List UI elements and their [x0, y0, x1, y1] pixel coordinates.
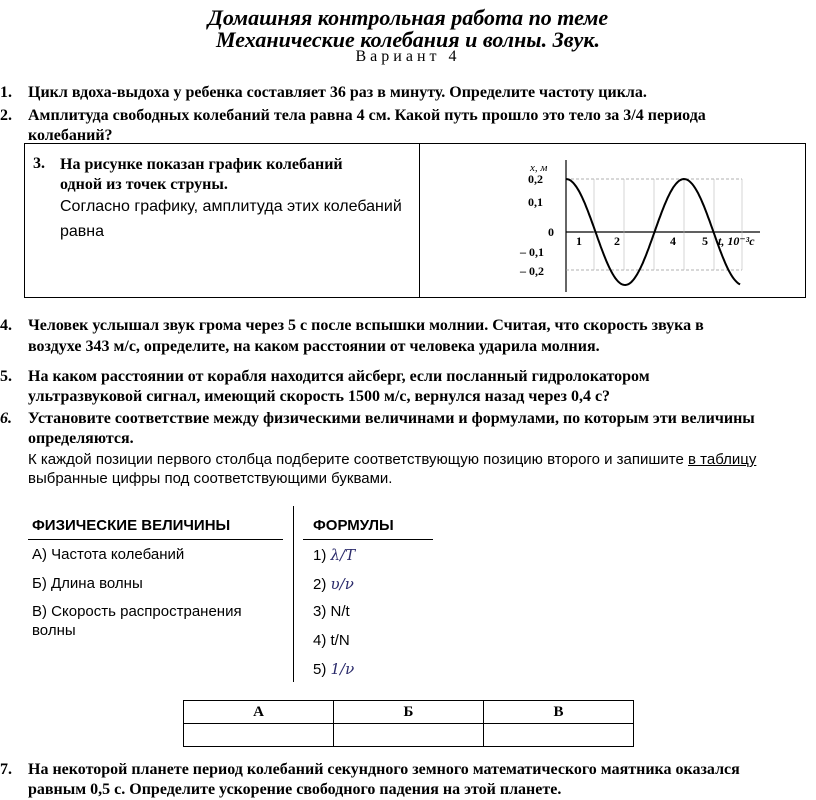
formula-option-5 [313, 660, 354, 679]
question-number: 7. [0, 761, 12, 778]
question-number: 6. [0, 410, 12, 427]
instruction-text: К каждой позиции первого столбца подберите соответствующую позицию второго и запишите [28, 451, 689, 468]
y-axis-label: x, м [530, 162, 548, 174]
question-number: 3. [33, 155, 45, 172]
question-number: 2. [0, 107, 12, 124]
question-text-line-1: Человек услышал звук грома через 5 с после вспышки молнии. Считая, что скорость звука в [28, 317, 704, 334]
formula-option-4 [313, 632, 350, 650]
answer-table [183, 700, 634, 747]
x-tick-label: 2 [614, 234, 620, 248]
answer-cell-b[interactable] [334, 724, 484, 747]
question-text-line-1: Установите соответствие между физическими величинами и формулами, по которым эти величины [28, 410, 755, 427]
answer-header-b: Б [334, 701, 484, 724]
question-5 [0, 367, 816, 407]
formula-number: 2) [313, 576, 327, 593]
title-line-1: Домашняя контрольная работа по теме [207, 5, 609, 30]
answer-header-a: А [184, 701, 334, 724]
question-6-instruction-2: выбранные цифры под соответствующими буквами. [28, 470, 393, 487]
question-4 [0, 316, 816, 356]
formula-text: 1/ν [330, 660, 355, 678]
matching-left-item-b: Б) Длина волны [32, 575, 143, 592]
question-3-plain-2: равна [60, 223, 105, 240]
answer-header-v: В [484, 701, 634, 724]
formula-option-3 [313, 603, 350, 621]
question-number: 1. [0, 84, 12, 101]
formula-number: 4) [313, 632, 327, 649]
formula-text: N/t [330, 603, 350, 620]
formula-number: 5) [313, 661, 327, 678]
question-text-line-2: воздухе 343 м/с, определите, на каком расстоянии от человека ударила молния. [28, 338, 600, 355]
question-6-instruction-1 [28, 450, 756, 470]
question-7 [0, 760, 816, 800]
question-3-bold-1: На рисунке показан график колебаний [60, 156, 343, 173]
formula-option-1 [313, 546, 355, 565]
answer-cell-v[interactable] [484, 724, 634, 747]
matching-left-header: ФИЗИЧЕСКИЕ ВЕЛИЧИНЫ [32, 517, 231, 534]
matching-left-item-a: А) Частота колебаний [32, 546, 185, 563]
question-text-line-2: определяются. [28, 430, 134, 447]
y-tick-label: – 0,2 [520, 264, 544, 278]
x-axis-label: t, 10⁻³c [718, 234, 755, 248]
question-3-plain-1: Согласно графику, амплитуда этих колебаний [60, 198, 402, 215]
question-text-line-1: На каком расстоянии от корабля находится айсберг, если посланный гидролокатором [28, 368, 650, 385]
question-number: 4. [0, 317, 12, 334]
question-3-bold-2: одной из точек струны. [60, 176, 228, 193]
formula-text: t/N [330, 632, 350, 649]
question-3-box [24, 143, 806, 298]
y-tick-label: 0 [548, 225, 554, 239]
matching-right-header: ФОРМУЛЫ [313, 517, 394, 534]
formula-option-2 [313, 575, 354, 594]
question-3-text [60, 155, 410, 242]
instruction-underlined: в таблицу [688, 451, 757, 468]
question-text-line-2: ультразвуковой сигнал, имеющий скорость 1500 м/с, вернулся назад через 0,4 с? [28, 388, 611, 405]
question-6 [0, 409, 816, 489]
matching-left-item-c-cont: волны [32, 622, 76, 639]
title-line-2: Механические колебания и волны. Звук. [215, 27, 601, 52]
question-text-line-2: колебаний? [28, 127, 113, 144]
formula-number: 3) [313, 603, 327, 620]
question-text-line-1: На некоторой планете период колебаний секундного земного математического маятника оказался [28, 761, 740, 778]
question-text: Цикл вдоха-выдоха у ребенка составляет 36 раз в минуту. Определите частоту цикла. [28, 84, 647, 101]
question-2 [0, 106, 816, 146]
answer-cell-a[interactable] [184, 724, 334, 747]
matching-left-rule [28, 539, 283, 540]
oscillation-graph [420, 144, 805, 297]
formula-text: υ/ν [330, 575, 354, 593]
question-number: 5. [0, 368, 12, 385]
x-tick-label: 1 [576, 234, 582, 248]
question-text-line-2: равным 0,5 с. Определите ускорение свободного падения на этой планете. [28, 781, 562, 798]
x-tick-label: 4 [670, 234, 676, 248]
variant-label: Вариант 4 [355, 48, 461, 65]
formula-text: λ/T [330, 546, 356, 564]
y-tick-label: 0,2 [528, 172, 543, 186]
matching-divider [293, 506, 294, 682]
x-tick-label: 5 [702, 234, 708, 248]
formula-number: 1) [313, 547, 327, 564]
y-tick-label: 0,1 [528, 195, 543, 209]
matching-left-item-c: В) Скорость распространения [32, 603, 242, 620]
y-tick-label: – 0,1 [520, 245, 544, 259]
matching-right-rule [303, 539, 433, 540]
question-text-line-1: Амплитуда свободных колебаний тела равна 4 см. Какой путь прошло это тело за 3/4 периода [28, 107, 706, 124]
